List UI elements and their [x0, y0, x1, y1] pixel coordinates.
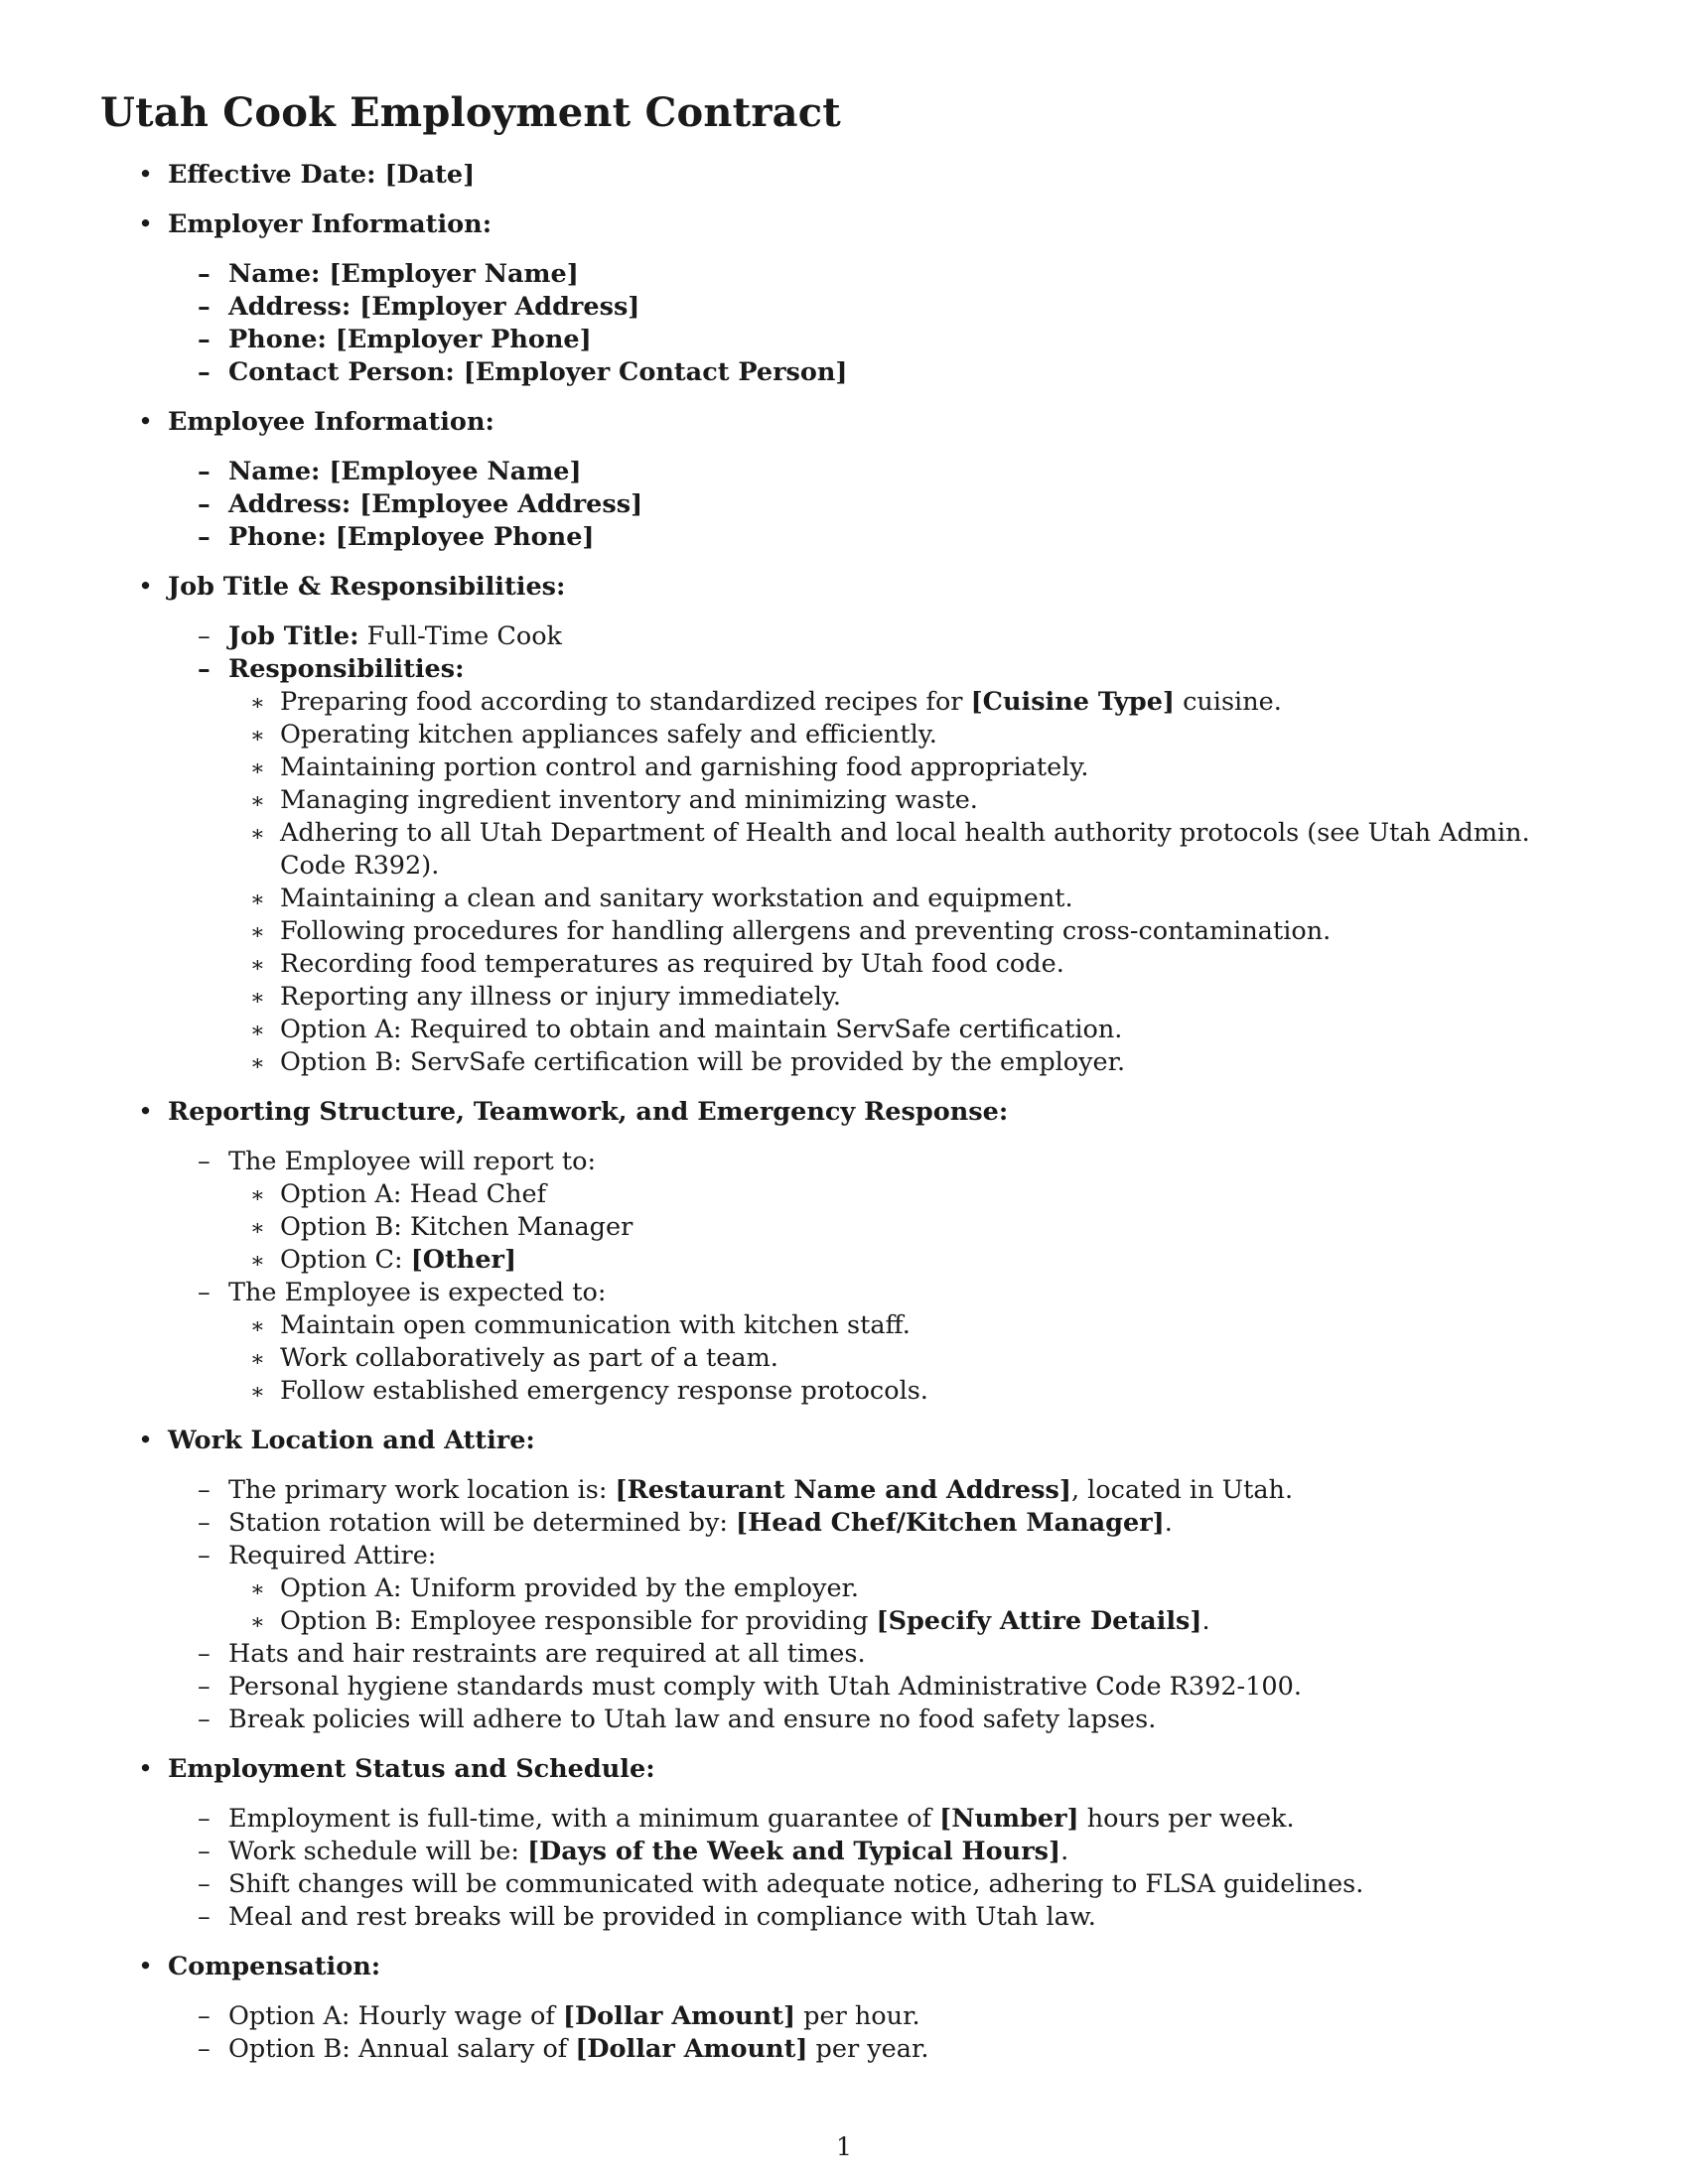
responsibility-item: ∗ Following procedures for handling allergens and preventing cross-contamination. [168, 915, 1688, 948]
full-time-guarantee: – Employment is full-time, with a minimum guarantee of [Number] hours per week. [168, 1803, 1688, 1836]
attire-option-a: ∗ Option A: Uniform provided by the employer. [168, 1572, 1688, 1605]
section-location [0, 1425, 1688, 1736]
hats-rule: – Hats and hair restraints are required at all times. [168, 1638, 1688, 1671]
section-job [0, 571, 1688, 1079]
attire-option-b: ∗ Option B: Employee responsible for providing [Specify Attire Details]. [168, 1605, 1688, 1638]
report-to: – The Employee will report to: [168, 1146, 1688, 1178]
expectation-item: ∗ Work collaboratively as part of a team. [168, 1342, 1688, 1375]
work-schedule: – Work schedule will be: [Days of the Week and Typical Hours]. [168, 1836, 1688, 1868]
report-option-b: ∗ Option B: Kitchen Manager [168, 1211, 1688, 1244]
employee-phone: – Phone: [Employee Phone] [168, 521, 1688, 554]
page-number: 1 [835, 2132, 853, 2162]
report-option-c: ∗ Option C: [Other] [168, 1244, 1688, 1277]
section-compensation [0, 1951, 1688, 2066]
status-heading: • Employment Status and Schedule: [168, 1753, 1688, 1786]
effective-date-label: Effective Date: [168, 160, 376, 190]
expectation-item: ∗ Maintain open communication with kitchen staff. [168, 1309, 1688, 1342]
work-location: – The primary work location is: [Restaurant Name and Address], located in Utah. [168, 1474, 1688, 1507]
job-heading: • Job Title & Responsibilities: [168, 571, 1688, 604]
responsibility-item: ∗ Adhering to all Utah Department of Health and local health authority protocols (see Utah Admin. Code R392). [168, 817, 1688, 883]
responsibility-item: ∗ Recording food temperatures as required by Utah food code. [168, 948, 1688, 981]
break-rule: – Break policies will adhere to Utah law and ensure no food safety lapses. [168, 1704, 1688, 1736]
expectation-item: ∗ Follow established emergency response protocols. [168, 1375, 1688, 1408]
compensation-heading: • Compensation: [168, 1951, 1688, 1983]
employee-address: – Address: [Employee Address] [168, 488, 1688, 521]
shift-changes: – Shift changes will be communicated with adequate notice, adhering to FLSA guidelines. [168, 1868, 1688, 1901]
required-attire: – Required Attire: [168, 1540, 1688, 1572]
job-title: – Job Title: Full-Time Cook [168, 620, 1688, 653]
section-reporting [0, 1096, 1688, 1408]
section-effective-date [0, 159, 1688, 192]
responsibility-item: ∗ Option B: ServSafe certification will be provided by the employer. [168, 1046, 1688, 1079]
employer-phone: – Phone: [Employer Phone] [168, 324, 1688, 356]
employee-name: – Name: [Employee Name] [168, 456, 1688, 488]
location-heading: • Work Location and Attire: [168, 1425, 1688, 1457]
section-status [0, 1753, 1688, 1934]
contract-body [0, 159, 1688, 2083]
responsibility-item: ∗ Preparing food according to standardized recipes for [Cuisine Type] cuisine. [168, 686, 1688, 719]
responsibilities-label: – Responsibilities: [168, 653, 1688, 686]
responsibility-item: ∗ Maintaining a clean and sanitary workstation and equipment. [168, 883, 1688, 915]
section-employee [0, 406, 1688, 554]
expected-to: – The Employee is expected to: [168, 1277, 1688, 1309]
hygiene-rule: – Personal hygiene standards must comply with Utah Administrative Code R392-100. [168, 1671, 1688, 1704]
employee-heading: • Employee Information: [168, 406, 1688, 439]
responsibility-item: ∗ Managing ingredient inventory and minimizing waste. [168, 784, 1688, 817]
station-rotation: – Station rotation will be determined by: [Head Chef/Kitchen Manager]. [168, 1507, 1688, 1540]
employer-contact: – Contact Person: [Employer Contact Person] [168, 356, 1688, 389]
responsibility-item: ∗ Option A: Required to obtain and maintain ServSafe certification. [168, 1014, 1688, 1046]
reporting-heading: • Reporting Structure, Teamwork, and Emergency Response: [168, 1096, 1688, 1129]
responsibility-item: ∗ Reporting any illness or injury immediately. [168, 981, 1688, 1014]
employer-heading: • Employer Information: [168, 208, 1688, 241]
compensation-option-b: – Option B: Annual salary of [Dollar Amount] per year. [168, 2033, 1688, 2066]
employer-name: – Name: [Employer Name] [168, 258, 1688, 291]
meal-breaks: – Meal and rest breaks will be provided in compliance with Utah law. [168, 1901, 1688, 1934]
compensation-option-a: – Option A: Hourly wage of [Dollar Amount] per hour. [168, 2000, 1688, 2033]
page-title: Utah Cook Employment Contract [100, 89, 841, 136]
report-option-a: ∗ Option A: Head Chef [168, 1178, 1688, 1211]
effective-date-value: [Date] [384, 160, 476, 190]
employer-address: – Address: [Employer Address] [168, 291, 1688, 324]
responsibility-item: ∗ Operating kitchen appliances safely and efficiently. [168, 719, 1688, 751]
section-employer [0, 208, 1688, 389]
responsibility-item: ∗ Maintaining portion control and garnishing food appropriately. [168, 751, 1688, 784]
